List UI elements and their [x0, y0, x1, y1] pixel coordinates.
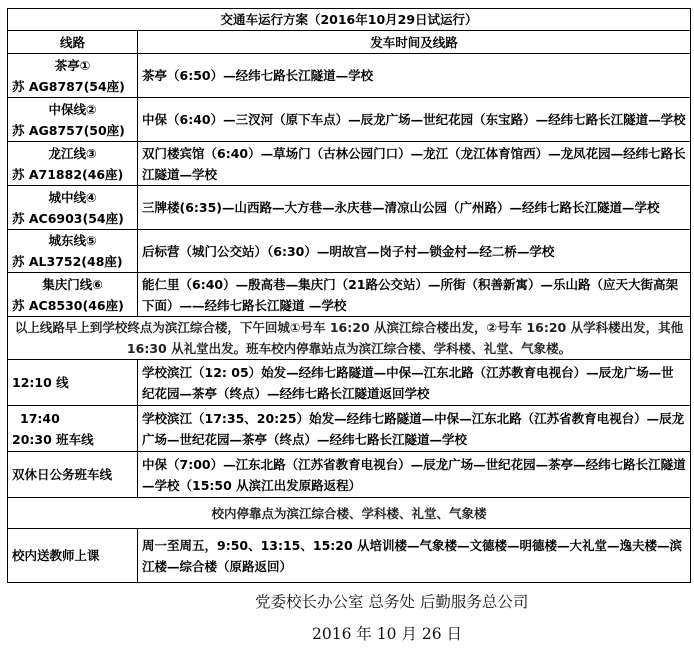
- schedule-table: [7, 8, 691, 583]
- table-row: [8, 186, 691, 230]
- table-row: [8, 54, 691, 98]
- route-vehicle: 苏 AC8530(46座): [12, 297, 124, 313]
- special-route-name: 12:10 线: [8, 360, 138, 406]
- special-route-time: 17:40: [20, 410, 60, 426]
- route-desc: 茶亭（6:50）—经纬七路长江隧道—学校: [138, 54, 691, 98]
- route-cell: [8, 186, 138, 230]
- table-row: [8, 452, 691, 498]
- table-row: [8, 273, 691, 317]
- issuer-signature: 党委校长办公室 总务处 后勤服务总公司: [255, 593, 529, 611]
- route-vehicle: 苏 A71882(46座): [12, 166, 124, 182]
- route-cell: [8, 273, 138, 317]
- header-route: 线路: [8, 31, 138, 54]
- special-route-cell: [8, 406, 138, 452]
- table-row: [8, 406, 691, 452]
- special-route-desc: 学校滨江（12: 05）始发—经纬七路隧道—中保—江东北路（江苏教育电视台）—辰龙广场—世纪花园—茶亭（终点）—经纬七路长江隧道返回学校: [138, 360, 691, 406]
- route-vehicle: 苏 AG8787(54座): [12, 78, 125, 94]
- route-vehicle: 苏 AL3752(48座): [12, 254, 123, 269]
- header-times: 发车时间及线路: [138, 31, 691, 54]
- route-vehicle: 苏 AC6903(54座): [12, 210, 124, 226]
- route-desc: 中保（6:40）—三汊河（原下车点）—辰龙广场—世纪花园（东宝路）—经纬七路长江隧道—学校: [138, 98, 691, 142]
- table-row: [8, 529, 691, 583]
- special-route-time: 20:30 班车线: [12, 431, 94, 447]
- teacher-route-desc: 周一至周五，9:50、13:15、15:20 从培训楼—气象楼—文德楼—明德楼—大礼堂—逸夫楼—滨江楼—综合楼（原路返回）: [138, 529, 691, 583]
- table-row: [8, 360, 691, 406]
- route-cell: [8, 98, 138, 142]
- table-row: [8, 98, 691, 142]
- note-row: [8, 498, 691, 529]
- route-cell: [8, 142, 138, 186]
- return-note: 以上线路早上到学校终点为滨江综合楼，下午回城①号车 16:20 从滨江综合楼出发，②号车 16:20 从学科楼出发，其他 16:30 从礼堂出发。班车校内停靠站点为滨江综合楼、学科楼、礼堂、气象楼。: [8, 317, 691, 360]
- route-name: 城东线⑤: [48, 233, 97, 248]
- stops-note: 校内停靠点为滨江综合楼、学科楼、礼堂、气象楼: [8, 498, 691, 529]
- special-route-desc: 中保（7:00）—江东北路（江苏省教育电视台）—辰龙广场—世纪花园—茶亭—经纬七路长江隧道—学校（15:50 从滨江出发原路返程）: [138, 452, 691, 498]
- route-desc: 双门楼宾馆（6:40）—草场门（古林公园门口）—龙江（龙江体育馆西）—龙凤花园—经纬七路长江隧道—学校: [138, 142, 691, 186]
- title-row: [8, 9, 691, 31]
- route-desc: 三牌楼(6:35)—山西路—大方巷—永庆巷—清凉山公园（广州路）—经纬七路长江隧道—学校: [138, 186, 691, 230]
- table-row: [8, 230, 691, 273]
- route-desc: 后标营（城门公交站）（6:30）—明故宫—岗子村—锁金村—经二桥—学校: [138, 230, 691, 273]
- special-route-desc: 学校滨江（17:35、20:25）始发—经纬七路隧道—中保—江东北路（江苏省教育电视台）—辰龙广场—世纪花园—茶亭（终点）—经纬七路长江隧道—学校: [138, 406, 691, 452]
- route-cell: [8, 230, 138, 273]
- note-row: [8, 317, 691, 360]
- route-desc: 能仁里（6:40）—殷高巷—集庆门（21路公交站）—所街（积善新寓）—乐山路（应天大街高架下面）——经纬七路长江隧道 —学校: [138, 273, 691, 317]
- route-vehicle: 苏 AG8757(50座): [12, 122, 125, 138]
- issue-date: 2016 年 10 月 26 日: [312, 625, 463, 643]
- route-name: 茶亭①: [54, 57, 91, 73]
- table-row: [8, 142, 691, 186]
- route-name: 龙江线③: [48, 145, 97, 161]
- table-title: 交通车运行方案（2016年10月29日试运行）: [8, 9, 691, 31]
- route-name: 集庆门线⑥: [42, 276, 103, 292]
- route-cell: [8, 54, 138, 98]
- route-name: 中保线②: [48, 101, 97, 117]
- teacher-route-name: 校内送教师上课: [8, 529, 138, 583]
- header-row: [8, 31, 691, 54]
- route-name: 城中线④: [48, 189, 97, 205]
- special-route-name: 双休日公务班车线: [8, 452, 138, 498]
